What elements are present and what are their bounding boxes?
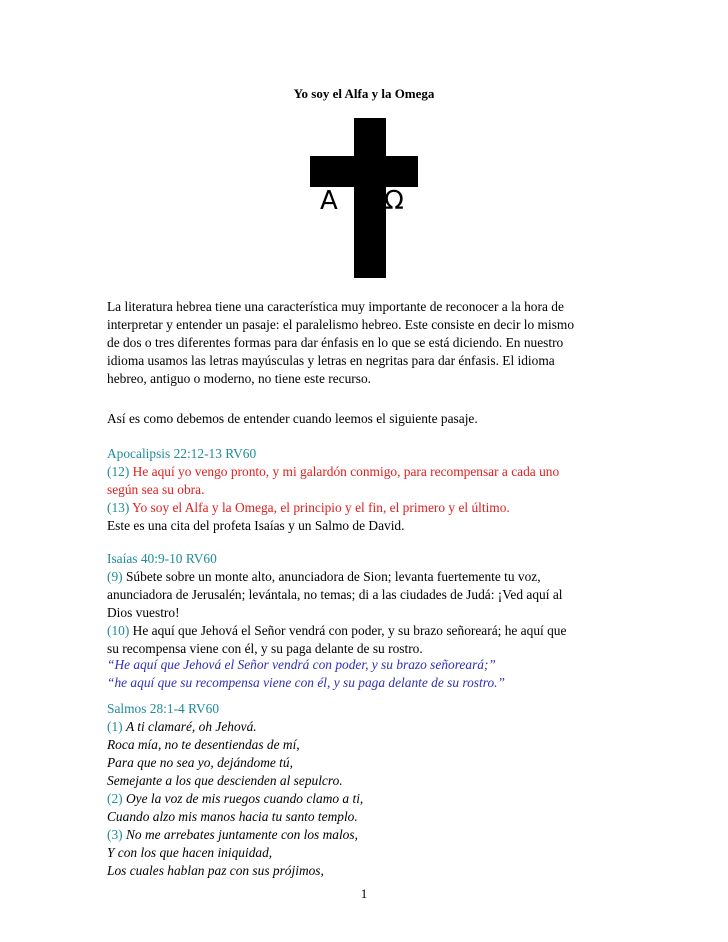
- verse-text: Oye la voz de mis ruegos cuando clamo a ti,: [125, 791, 364, 806]
- intro-paragraph: [107, 298, 627, 388]
- verse-text: He aquí que Jehová el Señor vendrá con poder, y su brazo señoreará; he aquí que: [132, 623, 567, 638]
- verse-text: Y con los que hacen iniquidad,: [107, 845, 273, 860]
- verse-text: Semejante a los que descienden al sepulcro.: [107, 773, 343, 788]
- verse-text: No me arrebates juntamente con los malos,: [125, 827, 358, 842]
- verse-text: según sea su obra.: [107, 482, 205, 497]
- intro-line: de dos o tres diferentes formas para dar énfasis en lo que se está diciendo. En nuestro: [107, 335, 564, 350]
- verse-text: Cuando alzo mis manos hacia tu santo templo.: [107, 809, 358, 824]
- verse-text: He aquí yo vengo pronto, y mi galardón conmigo, para recompensar a cada uno: [132, 464, 560, 479]
- intro-line: La literatura hebrea tiene una característica muy importante de reconocer a la hora de: [107, 299, 564, 314]
- cita-line: Este es una cita del profeta Isaías y un Salmo de David.: [107, 518, 405, 533]
- verse-number: (3): [107, 827, 123, 842]
- quote-line: “He aquí que Jehová el Señor vendrá con poder, y su brazo señoreará;”: [107, 657, 496, 672]
- isaias-passage: [107, 550, 627, 658]
- verse-text: anunciadora de Jerusalén; levántala, no temas; di a las ciudades de Judá: ¡Ved aquí al: [107, 587, 563, 602]
- verse-text: A ti clamaré, oh Jehová.: [125, 719, 257, 734]
- verse-text: su recompensa viene con él, y su paga delante de su rostro.: [107, 641, 423, 656]
- passage-reference: Apocalipsis 22:12-13 RV60: [107, 446, 257, 461]
- verse-number: (2): [107, 791, 123, 806]
- verse-number: (13): [107, 500, 130, 515]
- page-number: 1: [360, 886, 368, 901]
- verse-text: Roca mía, no te desentiendas de mí,: [107, 737, 300, 752]
- verse-number: (1): [107, 719, 123, 734]
- intro-line: interpretar y entender un pasaje: el paralelismo hebreo. Este consiste en decir lo mismo: [107, 317, 575, 332]
- verse-number: (12): [107, 464, 130, 479]
- quote-line: “he aquí que su recompensa viene con él, y su paga delante de su rostro.”: [107, 675, 505, 690]
- verse-text: Dios vuestro!: [107, 605, 180, 620]
- salmos-passage: [107, 700, 627, 880]
- omega-symbol: Ω: [384, 186, 404, 216]
- cita-paragraph: [107, 517, 627, 535]
- verse-number: (10): [107, 623, 130, 638]
- apocalipsis-passage: [107, 445, 627, 517]
- lead-paragraph: [107, 410, 627, 428]
- verse-number: (9): [107, 569, 123, 584]
- verse-text: Súbete sobre un monte alto, anunciadora de Sion; levanta fuertemente tu voz,: [125, 569, 541, 584]
- lead-line: Así es como debemos de entender cuando leemos el siguiente pasaje.: [107, 411, 478, 426]
- passage-reference: Salmos 28:1-4 RV60: [107, 701, 220, 716]
- verse-text: Los cuales hablan paz con sus prójimos,: [107, 863, 324, 878]
- verse-text: Para que no sea yo, dejándome tú,: [107, 755, 293, 770]
- document-title: Yo soy el Alfa y la Omega: [293, 86, 435, 101]
- intro-line: idioma usamos las letras mayúsculas y letras en negritas para dar énfasis. El idioma: [107, 353, 555, 368]
- cross-vertical-beam: [354, 118, 386, 278]
- blue-quote: [107, 656, 627, 692]
- intro-line: hebreo, antiguo o moderno, no tiene este recurso.: [107, 371, 372, 386]
- alpha-symbol: A: [320, 186, 338, 216]
- passage-reference: Isaías 40:9-10 RV60: [107, 551, 217, 566]
- cross-horizontal-beam: [310, 156, 418, 187]
- verse-text: Yo soy el Alfa y la Omega, el principio y el fin, el primero y el último.: [132, 500, 510, 515]
